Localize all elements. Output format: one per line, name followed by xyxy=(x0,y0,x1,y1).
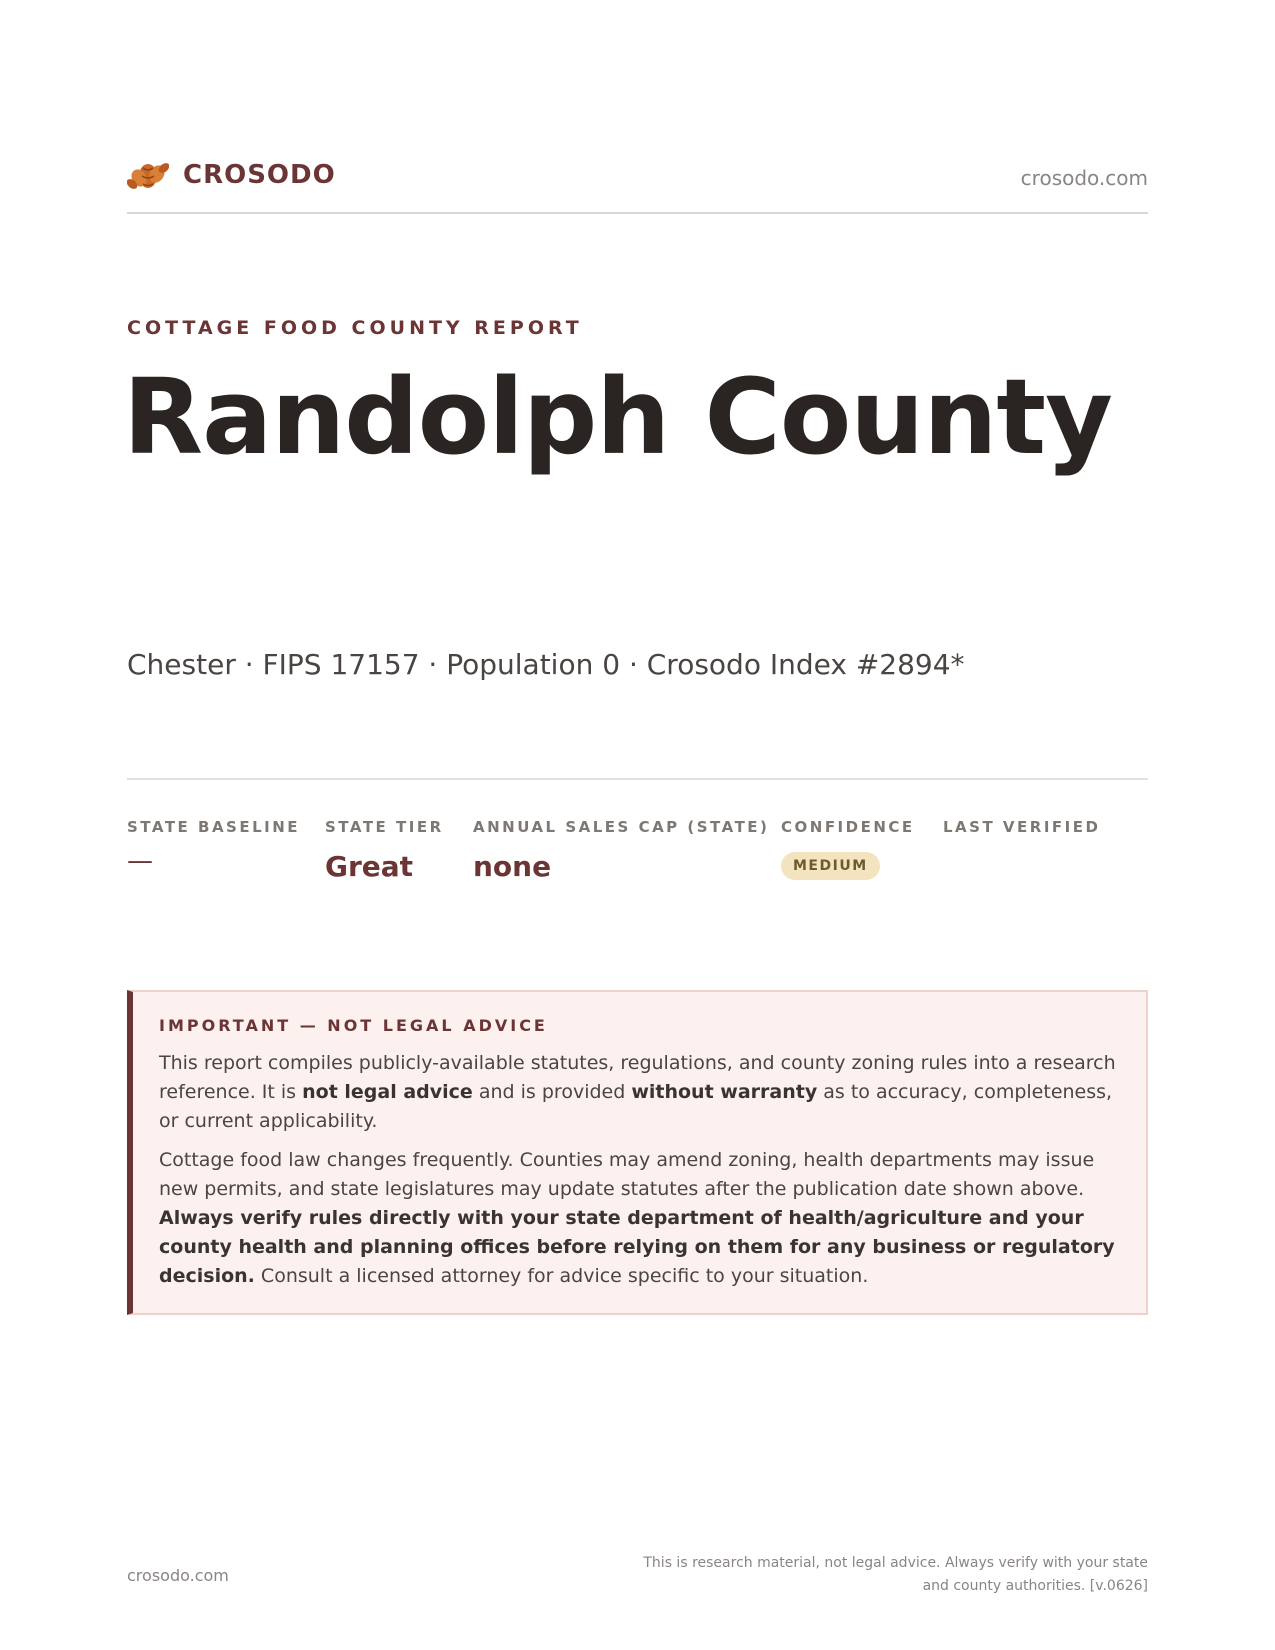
notice-paragraph-2 xyxy=(159,1146,1120,1291)
notice-text: Cottage food law changes frequently. Counties may amend zoning, health departments may issue new permits, and state legislatures may update statutes after the publication date shown above. xyxy=(159,1149,1095,1200)
report-eyebrow: COTTAGE FOOD COUNTY REPORT xyxy=(127,317,583,339)
notice-emphasis: without warranty xyxy=(631,1081,818,1103)
notice-emphasis: not legal advice xyxy=(302,1081,473,1103)
page-header xyxy=(127,156,1148,214)
footer-disclaimer-line: and county authorities. [v.0626] xyxy=(922,1578,1148,1594)
stat-label: ANNUAL SALES CAP (STATE) xyxy=(473,818,770,836)
notice-emphasis: Always verify rules directly with your state department of health/agriculture and your county health and planning offices before relying on them for any business or regulatory decision. xyxy=(159,1207,1115,1287)
stat-label: STATE TIER xyxy=(325,818,444,836)
legal-notice xyxy=(127,990,1148,1315)
stat-label: LAST VERIFIED xyxy=(943,818,1101,836)
footer-site-url[interactable]: crosodo.com xyxy=(127,1566,229,1585)
footer-disclaimer-line: This is research material, not legal advice. Always verify with your state xyxy=(643,1555,1148,1571)
stat-value: none xyxy=(473,850,552,883)
brand[interactable] xyxy=(127,156,336,194)
notice-paragraph-1 xyxy=(159,1049,1120,1136)
footer-disclaimer xyxy=(588,1552,1148,1598)
notice-text: and is provided xyxy=(472,1081,632,1103)
notice-heading: IMPORTANT — NOT LEGAL ADVICE xyxy=(159,1016,548,1035)
stat-value: — xyxy=(127,846,153,876)
notice-text: This report compiles publicly-available statutes, regulations, and county zoning rules into a research reference. It is xyxy=(159,1052,1116,1103)
header-site-url[interactable]: crosodo.com xyxy=(1020,166,1148,190)
stat-last-verified xyxy=(943,818,1100,850)
croissant-icon xyxy=(127,156,169,194)
stat-state-tier xyxy=(325,818,444,883)
brand-name: CROSODO xyxy=(183,160,336,190)
notice-text: Consult a licensed attorney for advice specific to your situation. xyxy=(254,1265,869,1287)
county-meta-line: Chester · FIPS 17157 · Population 0 · Crosodo Index #2894* xyxy=(127,648,965,681)
stat-confidence xyxy=(781,818,915,880)
stat-value: Great xyxy=(325,850,414,883)
report-page xyxy=(123,0,1148,1650)
stat-label: CONFIDENCE xyxy=(781,818,915,836)
stat-label: STATE BASELINE xyxy=(127,818,301,836)
stat-annual-sales-cap xyxy=(473,818,769,883)
stat-state-baseline xyxy=(127,818,300,876)
stats-row xyxy=(127,778,1148,900)
notice-text: as to accuracy, completeness, or current applicability. xyxy=(159,1081,1113,1132)
page-title: Randolph County xyxy=(123,356,1112,478)
confidence-badge: MEDIUM xyxy=(781,852,880,880)
